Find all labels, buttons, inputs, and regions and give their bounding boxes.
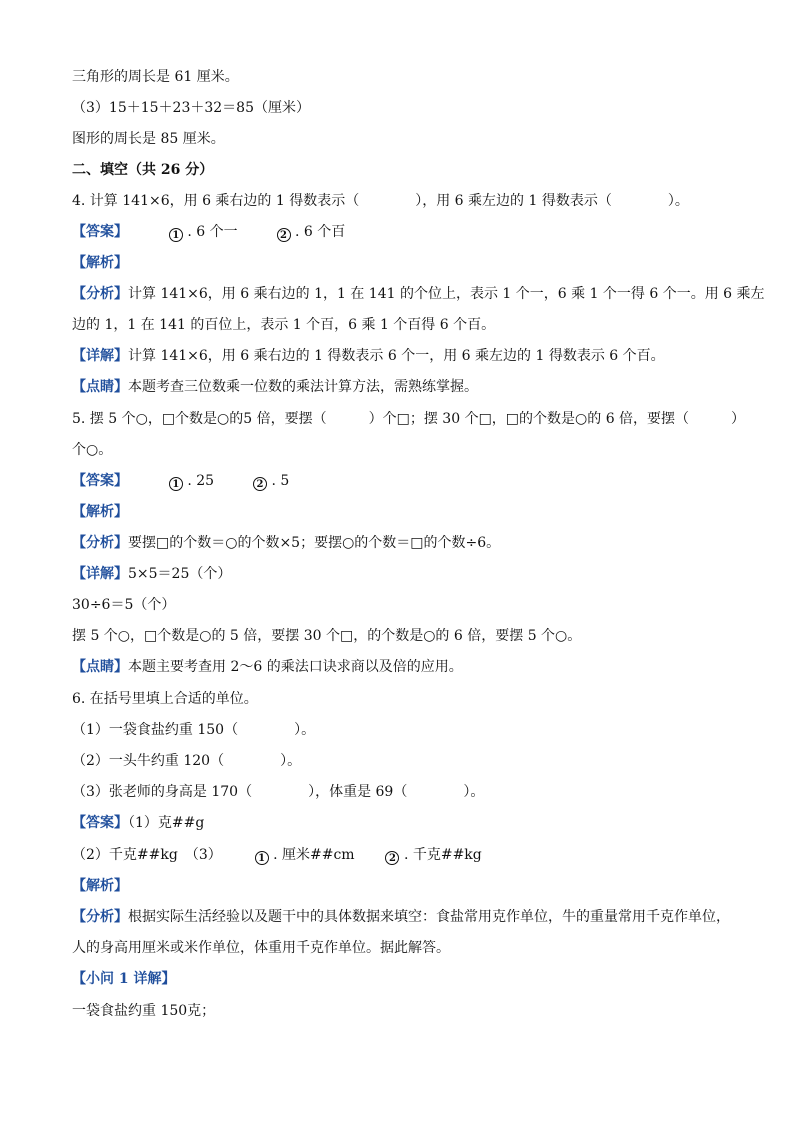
- detail-row: [72, 565, 732, 583]
- circled-number-icon: 1: [255, 851, 269, 865]
- circled-number-icon: 1: [169, 477, 183, 491]
- fenxi-tag: 【分析】: [72, 535, 128, 551]
- answer-row-q6: [72, 814, 732, 832]
- text-line: 一袋食盐约重 150克；: [72, 1003, 216, 1019]
- circled-number-icon: 2: [277, 228, 291, 242]
- analysis-tag: 【解析】: [72, 504, 128, 520]
- answer-item: （1）克##g: [128, 815, 205, 831]
- answer-row-q5: [72, 472, 732, 490]
- answer-item: . 厘米##cm: [273, 847, 355, 863]
- answer-item: . 6 个百: [294, 224, 346, 240]
- text-line: （3）张老师的身高是 170（ ），体重是 69（ ）。: [72, 784, 485, 800]
- text-line: 30÷6＝5（个）: [72, 597, 176, 613]
- question-5: 5. 摆 5 个○，□个数是○的5 倍，要摆（ ）个□；摆 30 个□，□的个数是○的 6 倍，要摆（ ）: [72, 411, 746, 427]
- circled-number-icon: 1: [169, 228, 183, 242]
- answer-item: . 25: [187, 473, 215, 489]
- answer-item: . 6 个一: [187, 224, 238, 240]
- analysis-tag: 【解析】: [72, 878, 128, 894]
- dianjing-tag: 【点睛】: [72, 379, 128, 395]
- analysis-row: [72, 285, 765, 303]
- answer-item: . 千克##kg: [403, 847, 482, 863]
- detail-text: 计算 141×6，用 6 乘右边的 1 得数表示 6 个一，用 6 乘左边的 1 得数表示 6 个百。: [128, 348, 665, 364]
- text-line: （2）一头牛约重 120（ ）。: [72, 753, 302, 769]
- answer-row-q6-cont: [72, 846, 732, 864]
- analysis-row: [72, 908, 732, 926]
- answer-item: （2）千克##kg （3）: [72, 847, 222, 863]
- answer-tag: 【答案】: [72, 473, 128, 489]
- text-line: 个○。: [72, 442, 113, 458]
- analysis-row: [72, 534, 732, 552]
- xiangjie-tag: 【详解】: [72, 348, 128, 364]
- comment-text: 本题考查三位数乘一位数的乘法计算方法，需熟练掌握。: [128, 379, 478, 395]
- answer-tag: 【答案】: [72, 815, 128, 831]
- analysis-text: 根据实际生活经验以及题干中的具体数据来填空：食盐常用克作单位，牛的重量常用千克作单位，: [128, 909, 730, 925]
- answer-row-q4: [72, 223, 732, 241]
- text-line: 边的 1，1 在 141 的百位上，表示 1 个百，6 乘 1 个百得 6 个百。: [72, 317, 496, 333]
- answer-item: . 5: [271, 473, 290, 489]
- analysis-text: 计算 141×6，用 6 乘右边的 1，1 在 141 的个位上，表示 1 个一，6 乘 1 个一得 6 个一。用 6 乘左: [128, 286, 765, 302]
- question-6: 6. 在括号里填上合适的单位。: [72, 691, 258, 707]
- text-line: 人的身高用厘米或米作单位，体重用千克作单位。据此解答。: [72, 940, 450, 956]
- answer-tag: 【答案】: [72, 224, 128, 240]
- comment-text: 本题主要考查用 2～6 的乘法口诀求商以及倍的应用。: [128, 659, 463, 675]
- text-line: 三角形的周长是 61 厘米。: [72, 69, 239, 85]
- comment-row: [72, 658, 732, 676]
- fenxi-tag: 【分析】: [72, 909, 128, 925]
- text-line: 摆 5 个○，□个数是○的 5 倍，要摆 30 个□，的个数是○的 6 倍，要摆 5 个○。: [72, 628, 582, 644]
- text-line: （3）15＋15＋23＋32＝85（厘米）: [72, 100, 310, 116]
- fenxi-tag: 【分析】: [72, 286, 128, 302]
- analysis-text: 要摆□的个数＝○的个数×5；要摆○的个数＝□的个数÷6。: [128, 535, 501, 551]
- analysis-tag: 【解析】: [72, 255, 128, 271]
- xiangjie-tag: 【详解】: [72, 566, 128, 582]
- section-heading: 二、填空（共 26 分）: [72, 162, 214, 178]
- subquestion-tag: 【小问 1 详解】: [72, 971, 176, 987]
- comment-row: [72, 378, 732, 396]
- detail-text: 5×5＝25（个）: [128, 566, 232, 582]
- text-line: 图形的周长是 85 厘米。: [72, 131, 225, 147]
- circled-number-icon: 2: [385, 851, 399, 865]
- detail-row: [72, 347, 732, 365]
- dianjing-tag: 【点睛】: [72, 659, 128, 675]
- circled-number-icon: 2: [253, 477, 267, 491]
- text-line: （1）一袋食盐约重 150（ ）。: [72, 722, 316, 738]
- question-4: 4. 计算 141×6，用 6 乘右边的 1 得数表示（ ），用 6 乘左边的 1 得数表示（ ）。: [72, 193, 689, 209]
